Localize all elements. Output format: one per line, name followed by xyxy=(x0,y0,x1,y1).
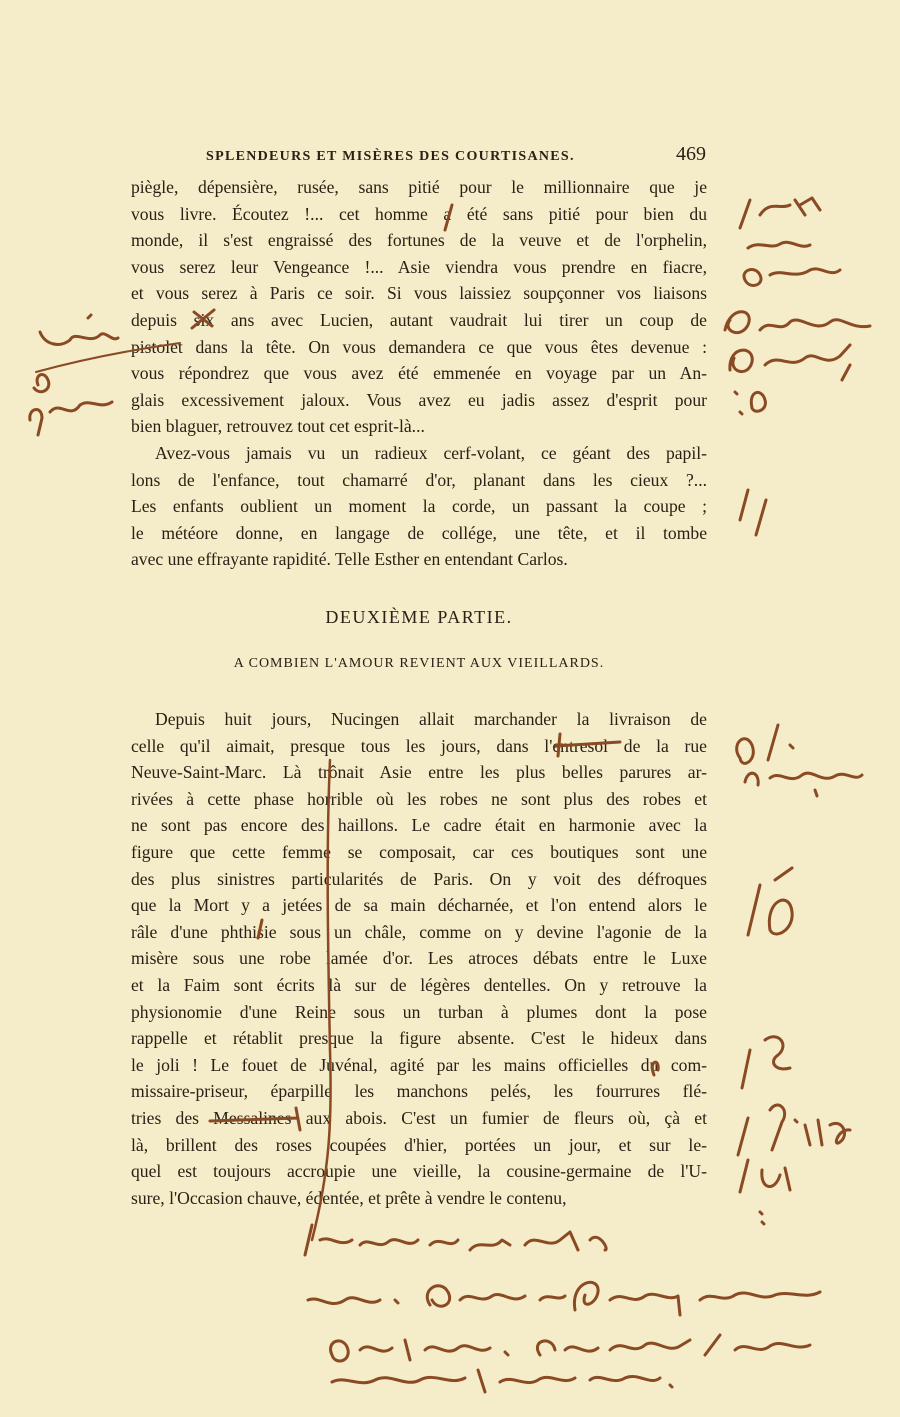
margin-note xyxy=(740,490,766,535)
margin-note xyxy=(740,198,820,228)
paragraph-2 xyxy=(131,440,707,573)
text-line: rappelle et rétablit presque la figure absente. C'est le hideux dans xyxy=(131,1028,707,1049)
margin-note xyxy=(332,1370,672,1392)
text-line: glais excessivement jaloux. Vous avez eu jadis assez d'esprit pour xyxy=(131,389,707,410)
margin-note xyxy=(30,402,112,435)
margin-note xyxy=(40,315,118,344)
text-line: là, brillent des roses coupées d'hier, portées un jour, et sur le- xyxy=(131,1134,707,1155)
page-header xyxy=(206,143,706,169)
text-line: avec une effrayante rapidité. Telle Esther en entendant Carlos. xyxy=(131,549,568,570)
margin-note xyxy=(744,269,840,286)
margin-note xyxy=(725,312,870,333)
page-number: 469 xyxy=(676,143,706,165)
margin-note xyxy=(745,773,862,796)
text-line: bien blaguer, retrouvez tout cet esprit-là... xyxy=(131,416,425,437)
text-line: monde, il s'est engraissé des fortunes de la veuve et de l'orphelin, xyxy=(131,230,707,251)
text-line: depuis six ans avec Lucien, autant vaudrait lui tirer un coup de xyxy=(131,309,707,330)
text-line: figure que cette femme se composait, car ces boutiques sont une xyxy=(131,841,707,862)
running-head: SPLENDEURS ET MISÈRES DES COURTISANES. xyxy=(206,149,575,164)
text-line: tries des Messalines aux abois. C'est un fumier de fleurs où, çà et xyxy=(131,1107,707,1128)
margin-note xyxy=(308,1282,820,1315)
text-line: vous répondrez que vous avez été emmenée en voyage par un An- xyxy=(131,363,707,384)
text-line: râle d'une phthisie sous un châle, comme on y devine l'agonie de la xyxy=(131,921,707,942)
text-line: vous livre. Écoutez !... cet homme a été sans pitié pour bien du xyxy=(131,203,707,224)
margin-note xyxy=(748,868,792,935)
text-line: missaire-priseur, éparpille les manchons pelés, les fourrures flé- xyxy=(131,1081,707,1102)
text-line: celle qu'il aimait, presque tous les jours, dans l'entresol de la rue xyxy=(131,735,707,756)
margin-note xyxy=(305,1225,606,1255)
margin-note xyxy=(748,242,810,248)
text-line: le joli ! Le fouet de Juvénal, agité par les mains officielles du com- xyxy=(131,1054,707,1075)
text-line: Neuve-Saint-Marc. Là trônait Asie entre les plus belles parures ar- xyxy=(131,762,707,783)
text-line: le météore donne, en langage de collége, une tête, et il tombe xyxy=(131,522,707,543)
margin-note xyxy=(740,1160,790,1192)
text-line: des plus sinistres particularités de Paris. On y voit des défroques xyxy=(131,868,707,889)
margin-note xyxy=(730,345,850,380)
text-line: physionomie d'une Reine sous un turban à plumes dont la pose xyxy=(131,1001,707,1022)
text-line: Les enfants oublient un moment la corde, un passant la coupe ; xyxy=(131,496,707,517)
margin-note xyxy=(331,1335,810,1361)
text-line: ne sont pas encore des haillons. Le cadre était en harmonie avec la xyxy=(131,815,707,836)
section-title: DEUXIÈME PARTIE. xyxy=(325,607,513,627)
margin-note xyxy=(742,1037,790,1088)
margin-note xyxy=(34,375,49,392)
text-line: pistolet dans la tête. On vous demandera ce que vous êtes devenue : xyxy=(131,336,707,357)
margin-note xyxy=(738,1105,850,1155)
text-line: et vous serez à Paris ce soir. Si vous laissiez soupçonner vos liaisons xyxy=(131,283,707,304)
text-line: quel est toujours accroupie une vieille, la cousine-germaine de l'U- xyxy=(131,1161,707,1182)
text-line: sure, l'Occasion chauve, édentée, et prête à vendre le contenu, xyxy=(131,1187,567,1208)
paragraph-1 xyxy=(131,174,707,440)
text-line: et la Faim sont écrits là sur de légères dentelles. On y retrouve la xyxy=(131,974,707,995)
margin-note xyxy=(735,392,765,414)
chapter-title: A COMBIEN L'AMOUR REVIENT AUX VIEILLARDS. xyxy=(233,656,605,671)
margin-note xyxy=(737,725,793,763)
text-line: rivées à cette phase horrible où les robes ne sont plus des robes et xyxy=(131,788,707,809)
text-line: piègle, dépensière, rusée, sans pitié pour le millionnaire que je xyxy=(131,177,707,197)
text-line: Avez-vous jamais vu un radieux cerf-volant, ce géant des papil- xyxy=(155,443,707,463)
margin-note xyxy=(760,1212,764,1224)
text-line: que la Mort y a jetées de sa main décharnée, et l'on entend alors le xyxy=(131,895,707,916)
text-line: misère sous une robe lamée d'or. Les atroces débats entre le Luxe xyxy=(131,948,707,969)
text-line: lons de l'enfance, tout chamarré d'or, planant dans les cieux ?... xyxy=(131,469,707,490)
text-line: Depuis huit jours, Nucingen allait marchander la livraison de xyxy=(155,709,707,729)
text-line: vous serez leur Vengeance !... Asie viendra vous prendre en fiacre, xyxy=(131,256,707,277)
paragraph-3 xyxy=(131,706,707,1211)
